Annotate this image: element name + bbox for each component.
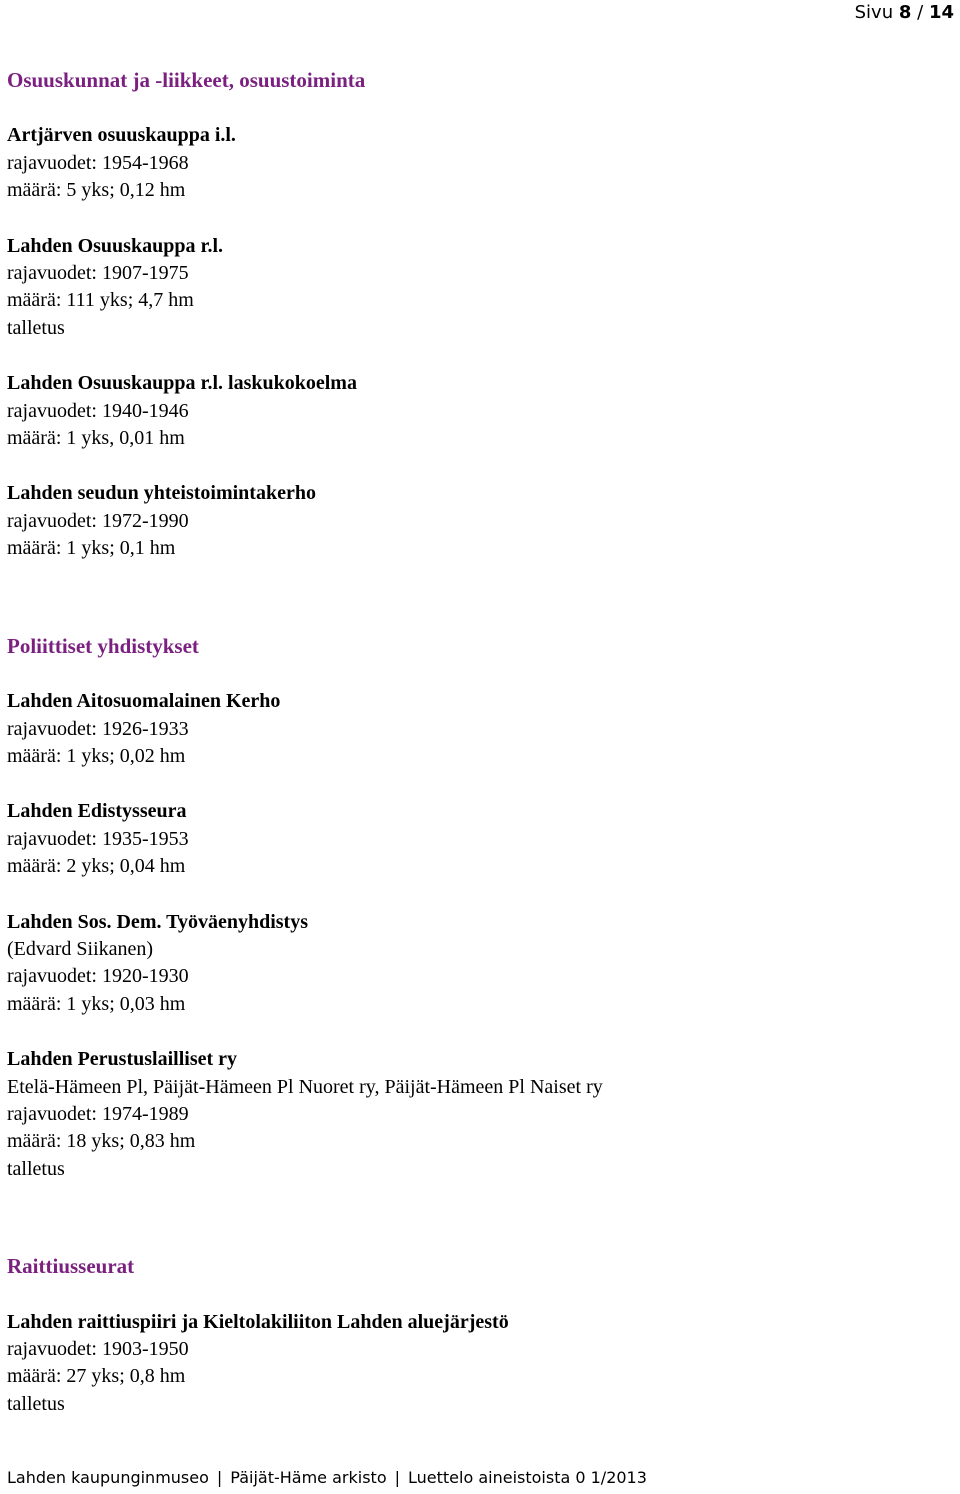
entry-years: rajavuodet: 1903-1950	[7, 1338, 189, 1360]
entry-years: rajavuodet: 1926-1933	[7, 717, 189, 740]
archive-entry	[7, 1046, 947, 1183]
entry-deposit-note: talletus	[7, 1157, 65, 1180]
entry-years: rajavuodet: 1940-1946	[7, 399, 189, 422]
entry-name: Lahden Osuuskauppa r.l. laskukokoelma	[7, 372, 357, 395]
archive-entry	[7, 688, 947, 770]
entry-deposit-note: talletus	[7, 316, 65, 339]
entry-years: rajavuodet: 1954-1968	[7, 151, 189, 174]
archive-entry	[7, 480, 947, 562]
entry-years: rajavuodet: 1907-1975	[7, 262, 189, 285]
document-body	[7, 67, 947, 1488]
entry-name: Lahden seudun yhteistoimintakerho	[7, 482, 316, 505]
entry-amount: määrä: 5 yks; 0,12 hm	[7, 179, 186, 202]
section-temperance-societies	[7, 1253, 947, 1418]
page-separator: /	[917, 2, 924, 23]
entry-name: Lahden Aitosuomalainen Kerho	[7, 690, 281, 713]
entry-deposit-note: talletus	[7, 1392, 65, 1415]
entry-years: rajavuodet: 1920-1930	[7, 965, 189, 988]
page-prefix: Sivu	[854, 2, 894, 23]
entry-years: rajavuodet: 1974-1989	[7, 1102, 189, 1125]
entry-name: Lahden Osuuskauppa r.l.	[7, 234, 224, 257]
page-total: 14	[928, 2, 954, 23]
entry-name: Lahden raittiuspiiri ja Kieltolakiliiton Lahden aluejärjestö	[7, 1310, 509, 1333]
entry-amount: määrä: 111 yks; 4,7 hm	[7, 289, 194, 312]
entry-years: rajavuodet: 1935-1953	[7, 827, 189, 850]
page-number	[855, 2, 954, 23]
entry-name: Lahden Edistysseura	[7, 800, 187, 823]
entry-name: Lahden Sos. Dem. Työväenyhdistys	[7, 910, 308, 933]
entry-years: rajavuodet: 1972-1990	[7, 509, 189, 532]
entry-amount: määrä: 2 yks; 0,04 hm	[7, 855, 186, 878]
archive-entry	[7, 1309, 947, 1419]
entry-amount: määrä: 1 yks; 0,03 hm	[7, 992, 186, 1015]
footer-archive: Päijät-Häme arkisto	[230, 1468, 387, 1487]
archive-entry	[7, 370, 947, 452]
page-current: 8	[898, 2, 912, 23]
section-title: Poliittiset yhdistykset	[7, 633, 199, 658]
footer-separator: |	[394, 1468, 400, 1487]
entry-name: Artjärven osuuskauppa i.l.	[7, 124, 236, 147]
entry-amount: määrä: 18 yks; 0,83 hm	[7, 1130, 196, 1153]
footer-museum: Lahden kaupunginmuseo	[7, 1468, 209, 1487]
entry-amount: määrä: 27 yks; 0,8 hm	[7, 1365, 186, 1388]
section-cooperatives	[7, 67, 947, 563]
entry-amount: määrä: 1 yks, 0,01 hm	[7, 427, 185, 450]
section-title: Raittiusseurat	[7, 1254, 135, 1279]
archive-entry	[7, 122, 947, 204]
entry-amount: määrä: 1 yks; 0,1 hm	[7, 537, 176, 560]
entry-note: (Edvard Siikanen)	[7, 937, 154, 960]
page-footer	[7, 1468, 647, 1487]
archive-entry	[7, 798, 947, 880]
footer-separator: |	[216, 1468, 223, 1487]
footer-listing: Luettelo aineistoista 0 1/2013	[408, 1468, 647, 1487]
entry-name: Lahden Perustuslailliset ry	[7, 1048, 238, 1071]
section-political-associations	[7, 633, 947, 1184]
archive-entry	[7, 909, 947, 1019]
section-title: Osuuskunnat ja -liikkeet, osuustoiminta	[7, 68, 366, 92]
entry-amount: määrä: 1 yks; 0,02 hm	[7, 744, 186, 767]
entry-note: Etelä-Hämeen Pl, Päijät-Hämeen Pl Nuoret ry, Päijät-Hämeen Pl Naiset ry	[7, 1075, 603, 1098]
archive-entry	[7, 233, 947, 343]
